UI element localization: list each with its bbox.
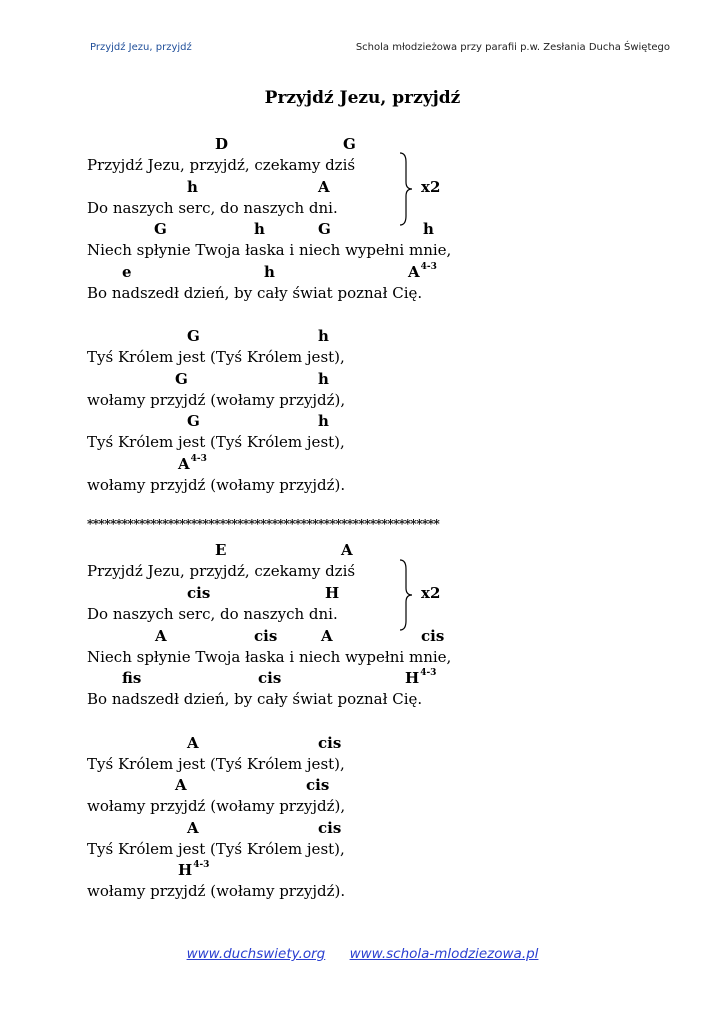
lyric-line: Tyś Królem jest (Tyś Królem jest),	[87, 433, 345, 451]
chord: A	[187, 734, 199, 752]
chord: A	[187, 819, 199, 837]
chord: cis	[318, 734, 342, 752]
lyric-line: Tyś Królem jest (Tyś Królem jest),	[87, 348, 345, 366]
chord: $A^{4-3}$	[178, 454, 207, 473]
chord: A	[318, 178, 330, 196]
chord: $H^{4-3}$	[405, 668, 437, 687]
lyric-line: Niech spłynie Twoja łaska i niech wypełni mnie,	[87, 648, 452, 666]
lyric-line: Do naszych serc, do naszych dni.	[87, 199, 338, 217]
chord: A	[321, 627, 333, 645]
chord: h	[318, 370, 329, 388]
repeat-brace-icon	[397, 559, 417, 631]
chord: A	[155, 627, 167, 645]
chord: h	[423, 220, 434, 238]
chord: D	[215, 135, 229, 153]
chord: $A^{4-3}$	[408, 262, 437, 281]
chord: cis	[421, 627, 445, 645]
chord: h	[187, 178, 198, 196]
chord: G	[187, 412, 200, 430]
chord: G	[154, 220, 167, 238]
footer-links	[0, 946, 725, 962]
repeat-label: x2	[421, 584, 441, 602]
section-separator: *************************************************************	[87, 517, 440, 531]
lyric-line: Do naszych serc, do naszych dni.	[87, 605, 338, 623]
header-schola-name: Schola młodzieżowa przy parafii p.w. Zesłania Ducha Świętego	[355, 42, 670, 53]
chord: A	[175, 776, 187, 794]
chord: h	[318, 412, 329, 430]
chord: cis	[306, 776, 330, 794]
chord: cis	[258, 669, 282, 687]
footer-link-duchswiety[interactable]: www.duchswiety.org	[186, 946, 326, 962]
chord: h	[264, 263, 275, 281]
chord: cis	[254, 627, 278, 645]
lyric-line: Bo nadszedł dzień, by cały świat poznał Cię.	[87, 690, 423, 708]
chord: G	[175, 370, 188, 388]
lyric-line: wołamy przyjdź (wołamy przyjdź).	[87, 882, 346, 900]
chord: h	[318, 327, 329, 345]
repeat-brace-icon	[397, 152, 417, 226]
lyric-line: Tyś Królem jest (Tyś Królem jest),	[87, 840, 345, 858]
lyric-line: wołamy przyjdź (wołamy przyjdź).	[87, 476, 346, 494]
footer-link-schola[interactable]: www.schola-mlodziezowa.pl	[349, 946, 539, 962]
repeat-label: x2	[421, 178, 441, 196]
lyric-line: wołamy przyjdź (wołamy przyjdź),	[87, 797, 346, 815]
lyric-line: Przyjdź Jezu, przyjdź, czekamy dziś	[87, 156, 356, 174]
lyric-line: Niech spłynie Twoja łaska i niech wypełni mnie,	[87, 241, 452, 259]
chord: h	[254, 220, 265, 238]
chord: G	[318, 220, 331, 238]
chord: A	[341, 541, 353, 559]
chord: e	[122, 263, 132, 281]
header-song-title: Przyjdź Jezu, przyjdź	[90, 42, 192, 53]
page-title: Przyjdź Jezu, przyjdź	[264, 88, 461, 108]
lyric-line: Bo nadszedł dzień, by cały świat poznał Cię.	[87, 284, 423, 302]
chord: G	[343, 135, 356, 153]
chord: E	[215, 541, 227, 559]
lyric-line: Tyś Królem jest (Tyś Królem jest),	[87, 755, 345, 773]
chord: $H^{4-3}$	[178, 860, 210, 879]
lyric-line: Przyjdź Jezu, przyjdź, czekamy dziś	[87, 562, 356, 580]
chord: H	[325, 584, 340, 602]
chord: G	[187, 327, 200, 345]
chord: cis	[318, 819, 342, 837]
chord: cis	[187, 584, 211, 602]
lyric-line: wołamy przyjdź (wołamy przyjdź),	[87, 391, 346, 409]
chord: fis	[122, 669, 142, 687]
